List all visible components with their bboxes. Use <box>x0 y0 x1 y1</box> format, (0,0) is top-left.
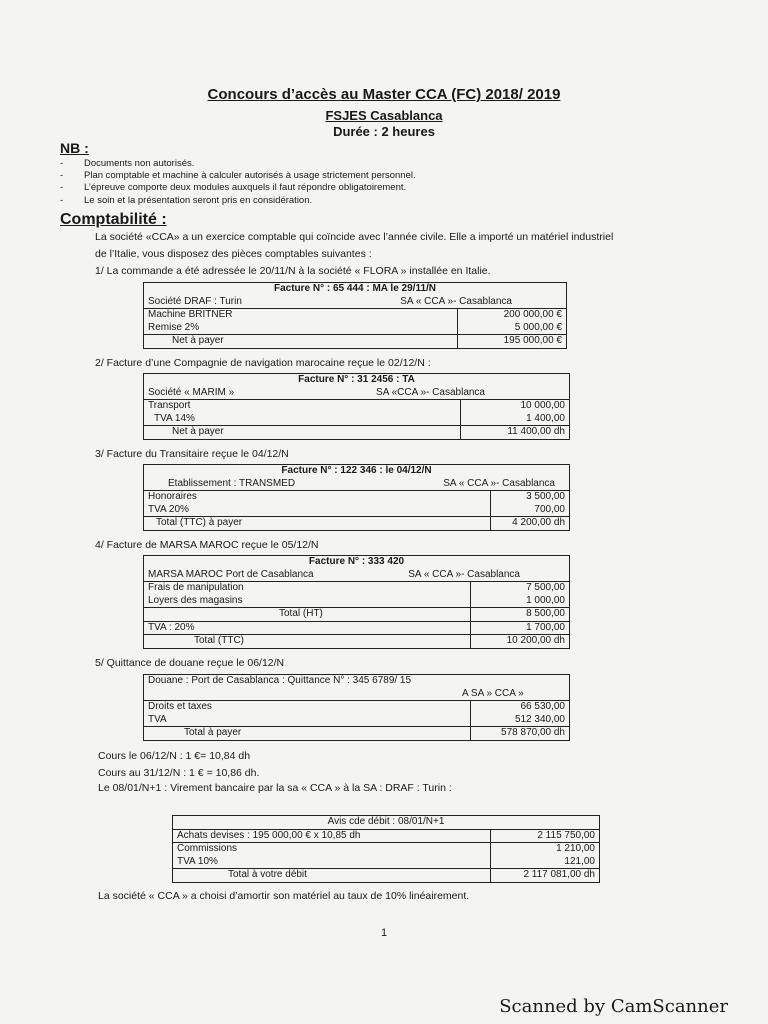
page-title: Concours d’accès au Master CCA (FC) 2018/ 2019 <box>207 86 561 103</box>
exchange-rate-2: Cours au 31/12/N : 1 € = 10,86 dh. <box>98 767 260 779</box>
row-value: 2 115 750,00 <box>491 829 600 843</box>
row-label: TVA 10% <box>173 856 491 869</box>
nb-item: - Le soin et la présentation seront pris en considération. <box>60 195 416 207</box>
total-value: 4 200,00 dh <box>491 517 570 531</box>
nb-item: - L’épreuve comporte deux modules auxquels il faut répondre obligatoirement. <box>60 182 416 194</box>
scanner-watermark: Scanned by CamScanner <box>499 996 728 1017</box>
row-label: Honoraires <box>144 491 491 504</box>
total-label: Total (TTC) <box>144 635 471 649</box>
nb-list <box>60 158 416 207</box>
row-value: 700,00 <box>491 504 570 517</box>
intro-line-2: de l’Italie, vous disposez des pièces comptables suivantes : <box>95 248 372 260</box>
total-label: Total à votre débit <box>173 869 491 883</box>
row-value: 512 340,00 <box>471 714 570 727</box>
debit-notice-table <box>172 815 600 883</box>
invoice-table-4 <box>143 555 570 649</box>
customs-header: Douane : Port de Casablanca : Quittance N° : 345 6789/ 15 <box>144 675 570 688</box>
total-label: Total à payer <box>144 727 471 741</box>
row-label: TVA 14% <box>144 413 461 426</box>
doc2-label: 2/ Facture d’une Compagnie de navigation marocaine reçue le 02/12/N : <box>95 357 431 369</box>
invoice-number: Facture N° : 333 420 <box>144 556 570 569</box>
row-label: TVA 20% <box>144 504 491 517</box>
row-label: TVA <box>144 714 471 727</box>
row-label: Loyers des magasins <box>144 595 471 608</box>
invoice-from: Société « MARIM » <box>148 386 235 398</box>
row-label: TVA : 20% <box>144 621 471 635</box>
total-value: 578 870,00 dh <box>471 727 570 741</box>
invoice-number: Facture N° : 122 346 : le 04/12/N <box>144 465 570 478</box>
row-value: 5 000,00 € <box>458 322 567 335</box>
invoice-to: SA « CCA »- Casablanca <box>408 568 520 580</box>
invoice-to: SA « CCA »- Casablanca <box>400 295 512 307</box>
exchange-rate-1: Cours le 06/12/N : 1 €= 10,84 dh <box>98 750 251 762</box>
total-value: 195 000,00 € <box>458 335 567 349</box>
row-label: Remise 2% <box>144 322 458 335</box>
row-label: Total (HT) <box>144 608 471 622</box>
row-value: 1 700,00 <box>471 621 570 635</box>
row-value: 8 500,00 <box>471 608 570 622</box>
row-label: Achats devises : 195 000,00 € x 10,85 dh <box>173 829 491 843</box>
invoice-to: SA « CCA »- Casablanca <box>443 477 555 489</box>
row-value: 1 000,00 <box>471 595 570 608</box>
row-value: 1 400,00 <box>461 413 570 426</box>
invoice-from: Etablissement : TRANSMED <box>168 477 296 489</box>
total-label: Total (TTC) à payer <box>144 517 491 531</box>
invoice-from: MARSA MAROC Port de Casablanca <box>148 568 314 580</box>
row-value: 10 000,00 <box>461 400 570 413</box>
invoice-number: Facture N° : 65 444 : MA le 29/11/N <box>144 283 567 296</box>
total-value: 11 400,00 dh <box>461 426 570 440</box>
row-value: 200 000,00 € <box>458 309 567 322</box>
row-value: 1 210,00 <box>491 843 600 856</box>
row-label: Frais de manipulation <box>144 582 471 595</box>
row-value: 66 530,00 <box>471 701 570 714</box>
invoice-table-2 <box>143 373 570 440</box>
total-label: Net à payer <box>144 426 461 440</box>
row-value: 7 500,00 <box>471 582 570 595</box>
section-heading-comptabilite: Comptabilité : <box>60 211 167 228</box>
school-name: FSJES Casablanca <box>325 108 443 123</box>
total-label: Net à payer <box>144 335 458 349</box>
nb-heading: NB : <box>60 140 89 156</box>
row-label: Droits et taxes <box>144 701 471 714</box>
doc4-label: 4/ Facture de MARSA MAROC reçue le 05/12/N <box>95 539 319 551</box>
row-value: 3 500,00 <box>491 491 570 504</box>
page-number: 1 <box>380 927 388 939</box>
invoice-from: Société DRAF : Turin <box>148 295 242 307</box>
row-label: Machine BRITNER <box>144 309 458 322</box>
doc5-label: 5/ Quittance de douane reçue le 06/12/N <box>95 657 285 669</box>
total-value: 10 200,00 dh <box>471 635 570 649</box>
doc3-label: 3/ Facture du Transitaire reçue le 04/12/N <box>95 448 289 460</box>
transfer-note: Le 08/01/N+1 : Virement bancaire par la sa « CCA » à la SA : DRAF : Turin : <box>98 782 452 794</box>
customs-recipient: A SA » CCA » <box>144 688 570 701</box>
exam-duration: Durée : 2 heures <box>333 124 435 139</box>
doc1-label: 1/ La commande a été adressée le 20/11/N à la société « FLORA » installée en Italie. <box>95 265 491 277</box>
invoice-number: Facture N° : 31 2456 : TA <box>144 374 570 387</box>
nb-item: - Plan comptable et machine à calculer autorisés à usage strictement personnel. <box>60 170 416 182</box>
row-value: 121,00 <box>491 856 600 869</box>
invoice-to: SA «CCA »- Casablanca <box>376 386 485 398</box>
total-value: 2 117 081,00 dh <box>491 869 600 883</box>
customs-receipt-table <box>143 674 570 741</box>
row-label: Commissions <box>173 843 491 856</box>
intro-line-1: La société «CCA» a un exercice comptable qui coïncide avec l’année civile. Elle a importé un matériel industriel <box>95 231 614 243</box>
debit-notice-title: Avis cde débit : 08/01/N+1 <box>173 816 600 830</box>
invoice-table-1 <box>143 282 567 349</box>
nb-item: - Documents non autorisés. <box>60 158 416 170</box>
invoice-table-3 <box>143 464 570 531</box>
amortization-note: La société « CCA » a choisi d’amortir son matériel au taux de 10% linéairement. <box>98 890 470 902</box>
row-label: Transport <box>144 400 461 413</box>
